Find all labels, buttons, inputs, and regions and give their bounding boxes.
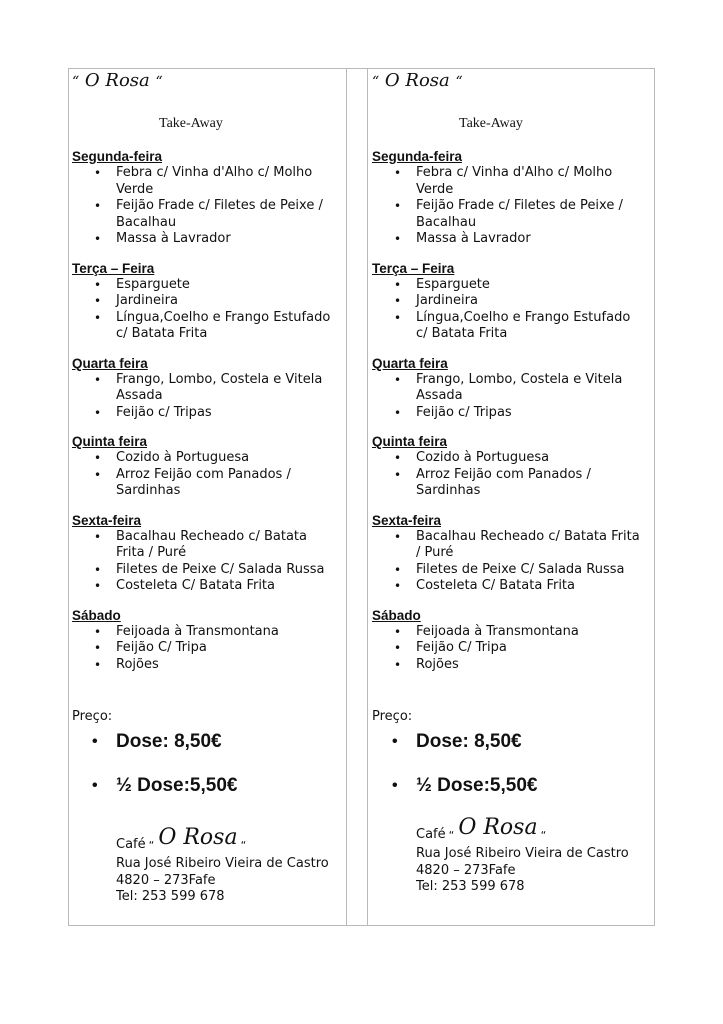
menu-day-section bbox=[372, 512, 648, 595]
dish-list bbox=[372, 450, 648, 500]
menu-day-section bbox=[72, 355, 348, 422]
dish-item bbox=[372, 624, 648, 641]
dish-line: • Língua,Coelho e Frango Estufado bbox=[116, 309, 331, 325]
title-quote-close: “ bbox=[155, 74, 163, 90]
dish-item bbox=[372, 372, 648, 405]
dish-line: • Rojões bbox=[116, 656, 159, 672]
dish-list bbox=[72, 529, 348, 595]
cafe-name: O Rosa bbox=[158, 825, 238, 850]
dish-item bbox=[372, 578, 648, 595]
day-title: Sexta-feira bbox=[72, 512, 142, 528]
dish-line: Assada bbox=[116, 388, 163, 403]
title-quote-open: “ bbox=[372, 74, 380, 90]
dish-item bbox=[372, 450, 648, 467]
cafe-label: Café bbox=[116, 837, 146, 852]
dish-line: • Língua,Coelho e Frango Estufado bbox=[416, 309, 631, 325]
menu-days bbox=[72, 148, 348, 673]
dish-item bbox=[72, 467, 348, 500]
dish-item bbox=[372, 562, 648, 579]
dish-line: Assada bbox=[416, 388, 463, 403]
menu-day-section bbox=[72, 512, 348, 595]
dish-item bbox=[372, 529, 648, 562]
dish-list bbox=[372, 277, 648, 343]
dish-line: Sardinhas bbox=[416, 483, 481, 498]
address-postcode: 4820 – 273Fafe bbox=[416, 862, 516, 878]
cafe-label: Café bbox=[416, 827, 446, 842]
dish-line: • Febra c/ Vinha d'Alho c/ Molho bbox=[416, 165, 613, 180]
menu-day-section bbox=[72, 260, 348, 343]
dish-list bbox=[372, 165, 648, 248]
title-quote-close: “ bbox=[455, 74, 463, 90]
cafe-signature bbox=[416, 808, 648, 842]
cafe-quote-open: “ bbox=[148, 839, 155, 852]
dish-item bbox=[72, 450, 348, 467]
flyer-title bbox=[72, 70, 348, 98]
dish-line: • Esparguete bbox=[116, 276, 190, 292]
day-title: Sábado bbox=[72, 607, 121, 623]
dish-item bbox=[72, 578, 348, 595]
address-phone: Tel: 253 599 678 bbox=[416, 879, 525, 894]
dish-item bbox=[72, 231, 348, 248]
dish-item bbox=[72, 562, 348, 579]
cafe-quote-close: “ bbox=[540, 829, 547, 842]
price-label: Preço: bbox=[372, 709, 413, 724]
dish-line: Bacalhau bbox=[116, 214, 177, 230]
dish-item bbox=[372, 467, 648, 500]
dish-item bbox=[72, 310, 348, 343]
menu-day-section bbox=[372, 433, 648, 500]
cafe-quote-close: “ bbox=[240, 839, 247, 852]
dish-line: • Costeleta C/ Batata Frita bbox=[116, 578, 275, 593]
dish-list bbox=[372, 372, 648, 422]
address-postcode: 4820 – 273Fafe bbox=[116, 872, 216, 888]
dish-item bbox=[72, 293, 348, 310]
price-dose: • Dose: 8,50€ bbox=[372, 730, 648, 754]
dish-item bbox=[372, 405, 648, 422]
dish-item bbox=[372, 640, 648, 657]
dish-line: Verde bbox=[116, 181, 154, 197]
dish-line: • Feijoada à Transmontana bbox=[416, 623, 579, 639]
dish-line: • Feijão c/ Tripas bbox=[416, 404, 512, 420]
dish-list bbox=[72, 372, 348, 422]
day-title: Quarta feira bbox=[72, 355, 148, 371]
dish-line: • Frango, Lombo, Costela e Vitela bbox=[416, 371, 623, 387]
dish-list bbox=[72, 165, 348, 248]
day-title: Terça – Feira bbox=[372, 260, 455, 276]
dish-list bbox=[372, 529, 648, 595]
day-title: Quinta feira bbox=[72, 434, 148, 449]
menu-day-section bbox=[372, 260, 648, 343]
dish-item bbox=[72, 405, 348, 422]
day-title: Segunda-feira bbox=[72, 149, 163, 164]
flyer-right bbox=[372, 70, 648, 896]
dish-line: • Feijão C/ Tripa bbox=[116, 640, 207, 655]
dish-item bbox=[72, 277, 348, 294]
price-half-dose: • ½ Dose:5,50€ bbox=[372, 774, 648, 798]
dish-line: • Feijão c/ Tripas bbox=[116, 404, 212, 420]
dish-item bbox=[372, 310, 648, 343]
dish-line: • Filetes de Peixe C/ Salada Russa bbox=[416, 561, 625, 577]
title-text: O Rosa bbox=[84, 70, 150, 91]
menu-day-section bbox=[72, 607, 348, 674]
address-street: Rua José Ribeiro Vieira de Castro bbox=[116, 856, 329, 871]
dish-line: • Arroz Feijão com Panados / bbox=[116, 466, 291, 482]
dish-line: • Esparguete bbox=[416, 276, 490, 292]
cafe-address bbox=[116, 856, 348, 906]
dish-item bbox=[72, 529, 348, 562]
dish-item bbox=[372, 277, 648, 294]
dish-item bbox=[72, 165, 348, 198]
address-phone: Tel: 253 599 678 bbox=[116, 889, 225, 904]
take-away-label: Take-Away bbox=[459, 116, 523, 131]
dish-line: Bacalhau bbox=[416, 214, 477, 230]
day-title: Segunda-feira bbox=[372, 149, 463, 164]
menu-day-section bbox=[372, 355, 648, 422]
dish-line: • Feijão Frade c/ Filetes de Peixe / bbox=[116, 198, 323, 213]
dish-line: Sardinhas bbox=[116, 483, 181, 498]
day-title: Quinta feira bbox=[372, 434, 448, 449]
dish-line: • Bacalhau Recheado c/ Batata bbox=[116, 528, 307, 544]
dish-item bbox=[72, 372, 348, 405]
dish-line: • Jardineira bbox=[116, 293, 178, 308]
menu-day-section bbox=[372, 148, 648, 248]
dish-line: • Filetes de Peixe C/ Salada Russa bbox=[116, 561, 325, 577]
dish-line: • Feijão Frade c/ Filetes de Peixe / bbox=[416, 198, 623, 213]
dish-line: • Feijão C/ Tripa bbox=[416, 640, 507, 655]
price-label: Preço: bbox=[72, 709, 113, 724]
dish-line: • Bacalhau Recheado c/ Batata Frita bbox=[416, 528, 640, 544]
dish-line: • Arroz Feijão com Panados / bbox=[416, 466, 591, 482]
dish-line: • Febra c/ Vinha d'Alho c/ Molho bbox=[116, 165, 313, 180]
dish-line: • Feijoada à Transmontana bbox=[116, 623, 279, 639]
menu-days bbox=[372, 148, 648, 673]
dish-item bbox=[72, 198, 348, 231]
dish-line: • Costeleta C/ Batata Frita bbox=[416, 578, 575, 593]
dish-line: • Massa à Lavrador bbox=[116, 231, 231, 246]
cafe-quote-open: “ bbox=[448, 829, 455, 842]
flyer-left bbox=[72, 70, 348, 906]
dish-line: • Cozido à Portuguesa bbox=[116, 450, 250, 465]
dish-line: • Jardineira bbox=[416, 293, 478, 308]
menu-day-section bbox=[72, 433, 348, 500]
dish-item bbox=[72, 657, 348, 674]
dish-line: • Frango, Lombo, Costela e Vitela bbox=[116, 371, 323, 387]
dish-item bbox=[372, 293, 648, 310]
dish-item bbox=[72, 640, 348, 657]
dish-list bbox=[372, 624, 648, 674]
column-separator bbox=[346, 68, 368, 926]
dish-item bbox=[72, 624, 348, 641]
title-quote-open: “ bbox=[72, 74, 80, 90]
dish-line: Frita / Puré bbox=[116, 545, 187, 560]
dish-line: • Rojões bbox=[416, 656, 459, 672]
cafe-name: O Rosa bbox=[458, 815, 538, 840]
address-street: Rua José Ribeiro Vieira de Castro bbox=[416, 846, 629, 861]
dish-line: c/ Batata Frita bbox=[116, 326, 208, 341]
day-title: Quarta feira bbox=[372, 355, 448, 371]
dish-line: • Cozido à Portuguesa bbox=[416, 450, 550, 465]
cafe-address bbox=[416, 846, 648, 896]
dish-list bbox=[72, 277, 348, 343]
dish-line: • Massa à Lavrador bbox=[416, 231, 531, 246]
dish-line: c/ Batata Frita bbox=[416, 326, 508, 341]
flyer-title bbox=[372, 70, 648, 98]
cafe-signature bbox=[116, 818, 348, 852]
menu-day-section bbox=[372, 607, 648, 674]
title-text: O Rosa bbox=[384, 70, 450, 91]
dish-list bbox=[72, 450, 348, 500]
dish-item bbox=[372, 231, 648, 248]
price-half-dose: • ½ Dose:5,50€ bbox=[72, 774, 348, 798]
dish-item bbox=[372, 198, 648, 231]
take-away-label: Take-Away bbox=[159, 116, 223, 131]
dish-item bbox=[372, 165, 648, 198]
day-title: Sexta-feira bbox=[372, 512, 442, 528]
day-title: Sábado bbox=[372, 607, 421, 623]
dish-item bbox=[372, 657, 648, 674]
price-dose: • Dose: 8,50€ bbox=[72, 730, 348, 754]
dish-line: Verde bbox=[416, 181, 454, 197]
day-title: Terça – Feira bbox=[72, 260, 155, 276]
dish-line: / Puré bbox=[416, 545, 454, 560]
dish-list bbox=[72, 624, 348, 674]
menu-day-section bbox=[72, 148, 348, 248]
